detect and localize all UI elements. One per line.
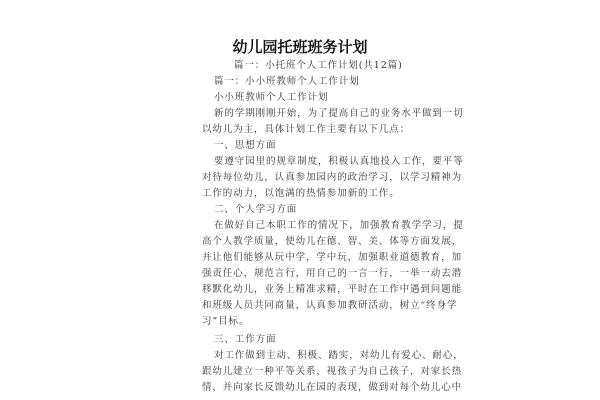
paragraph-line: 跟幼儿建立一种平等关系，视孩子为自己孩子，对家长热 [202, 366, 463, 377]
subtitle-line: 篇一：小托班个人工作计划(共12篇) [234, 60, 403, 71]
paragraph-line: 以幼儿为主，具体计划工作主要有以下几点： [202, 124, 411, 135]
section-heading-line: 篇一：小小班教师个人工作计划 [214, 76, 360, 87]
paragraph-line: 在做好自己本职工作的情况下，加强教育教学学习，提 [214, 220, 464, 231]
heading-line: 一、思想方面 [214, 140, 277, 151]
paragraph-line: 对待每位幼儿，认真参加园内的政治学习，以学习精神为 [202, 172, 463, 183]
heading-line: 三、工作方面 [214, 334, 277, 345]
heading-line: 二、个人学习方面 [214, 204, 298, 215]
paragraph-line: 并让他们能够从玩中学，学中玩，加强职业道德教育，加 [202, 252, 463, 263]
paragraph-line: 要遵守园里的规章制度，积极认真地投入工作，要平等 [214, 156, 464, 167]
paragraph-line: 高个人教学质量，使幼儿在德、智、美、体等方面发展， [202, 236, 463, 247]
paragraph-line: 工作的动力，以饱满的热情参加新的工作。 [202, 188, 400, 199]
paragraph-line: 习”目标。 [202, 316, 250, 327]
paragraph-line: 和班级人员共同商量，认真参加教研活动，树立“终身学 [202, 300, 458, 311]
paragraph-line: 情，并向家长反馈幼儿在园的表现，做到对每个幼儿心中 [202, 382, 463, 393]
paragraph-line: 强责任心，规范言行，用自己的一言一行，一举一动去潜 [202, 268, 463, 279]
document-title: 幼儿园托班班务计划 [232, 38, 368, 56]
paragraph-line: 对工作做到主动、积极、踏实，对幼儿有爱心、耐心， [214, 350, 464, 361]
paragraph-line: 新的学期刚刚开始，为了提高自己的业务水平做到一切 [214, 108, 464, 119]
paragraph-line: 移默化幼儿，业务上精准求精，平时在工作中遇到问题能 [202, 284, 463, 295]
document-heading-line: 小小班教师个人工作计划 [214, 92, 329, 103]
